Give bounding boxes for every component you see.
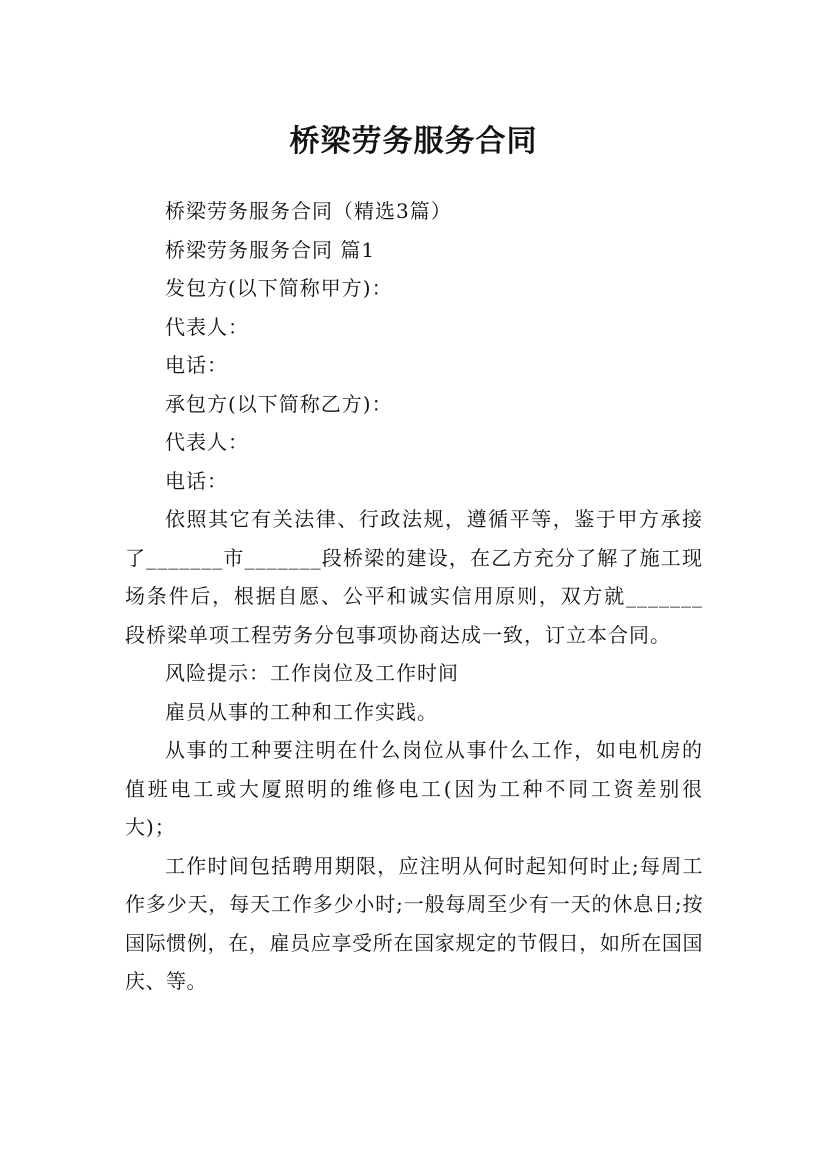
document-title: 桥梁劳务服务合同 (289, 124, 538, 160)
employee-work-type: 雇员从事的工种和工作实践。 (165, 699, 438, 724)
work-time-paragraph: 工作时间包括聘用期限，应注明从何时起知何时止;每周工作多少天，每天工作多少小时;一般每周至少有一天的休息日;按国际惯例，在，雇员应享受所在国家规定的节假日，如所在国国庆、等。 (125, 853, 703, 993)
subtitle-line: 桥梁劳务服务合同（精选3篇） (165, 199, 452, 223)
party-a-phone: 电话： (165, 353, 228, 377)
party-a-line: 发包方(以下简称甲方)： (165, 276, 393, 300)
party-b-line: 承包方(以下简称乙方)： (165, 391, 393, 416)
document-body (125, 192, 703, 1001)
section-heading: 桥梁劳务服务合同 篇1 (165, 237, 376, 262)
preamble-paragraph: 依照其它有关法律、行政法规，遵循平等，鉴于甲方承接了_______市_______段桥梁的建设，在乙方充分了解了施工现场条件后，根据自愿、公平和诚实信用原则，双方就_______段桥梁单项工程劳务分包事项协商达成一致，订立本合同。 (125, 507, 703, 647)
risk-notice: 风险提示：工作岗位及工作时间 (165, 661, 459, 685)
party-b-phone: 电话： (165, 468, 228, 493)
party-b-representative: 代表人： (165, 430, 249, 454)
work-type-paragraph: 从事的工种要注明在什么岗位从事什么工作，如电机房的值班电工或大厦照明的维修电工(因为工种不同工资差别很大)； (125, 738, 703, 839)
party-a-representative: 代表人： (165, 314, 249, 339)
